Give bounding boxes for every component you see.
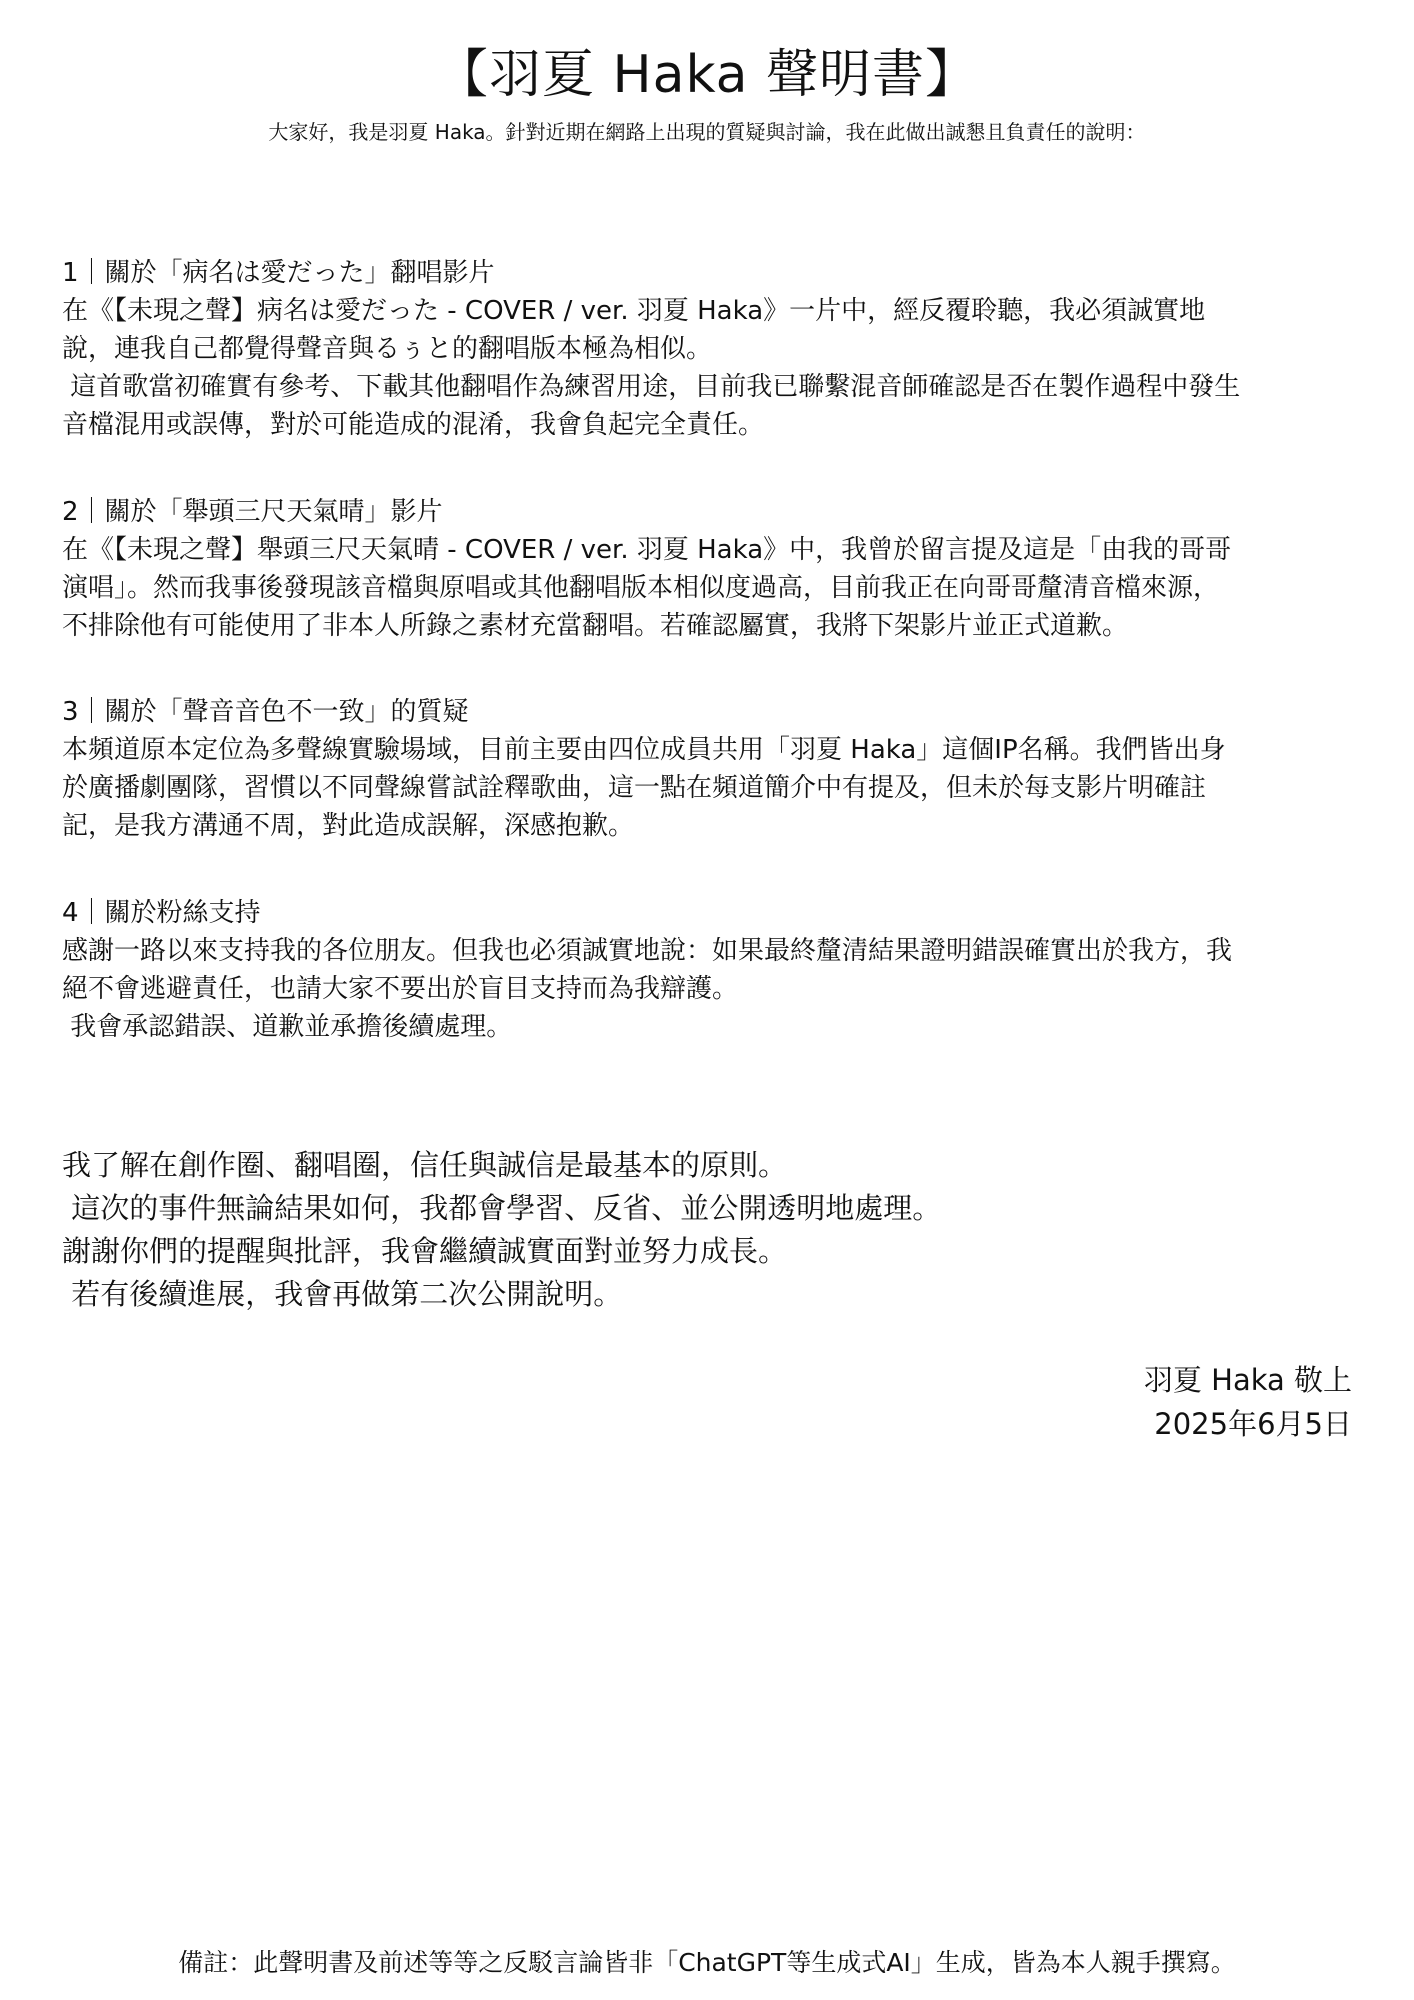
section-heading: 3｜關於「聲音音色不一致」的質疑 (62, 697, 469, 727)
section-line: 演唱」。然而我事後發現該音檔與原唱或其他翻唱版本相似度過高，目前我正在向哥哥釐清音檔來源， (62, 573, 1220, 603)
footnote: 備註：此聲明書及前述等等之反駁言論皆非「ChatGPT等生成式AI」生成，皆為本人親手撰寫。 (178, 1948, 1236, 1977)
section-2 (62, 493, 1362, 645)
section-line: 在《【未現之聲】舉頭三尺天氣晴 - COVER / ver. 羽夏 Haka》中，我曾於留言提及這是「由我的哥哥 (62, 535, 1232, 565)
section-line: 本頻道原本定位為多聲線實驗場域，目前主要由四位成員共用「羽夏 Haka」這個IP名稱。我們皆出身 (62, 735, 1226, 765)
section-3 (62, 693, 1362, 845)
section-line: 記，是我方溝通不周，對此造成誤解，深感抱歉。 (62, 811, 635, 841)
section-heading: 2｜關於「舉頭三尺天氣晴」影片 (62, 497, 443, 527)
section-1 (62, 254, 1362, 444)
intro-text: 大家好，我是羽夏 Haka。針對近期在網路上出現的質疑與討論，我在此做出誠懇且負責任的說明： (268, 120, 1146, 144)
signature-name: 羽夏 Haka 敬上 (1143, 1363, 1352, 1397)
signature-date: 2025年6月5日 (1154, 1407, 1352, 1441)
section-line: 絕不會逃避責任，也請大家不要出於盲目支持而為我辯護。 (62, 974, 739, 1004)
closing-paragraph (62, 1144, 1362, 1316)
section-line: 這首歌當初確實有參考、下載其他翻唱作為練習用途，目前我已聯繫混音師確認是否在製作過程中發生 (62, 372, 1241, 402)
closing-line: 我了解在創作圈、翻唱圈，信任與誠信是最基本的原則。 (62, 1148, 788, 1182)
section-line: 音檔混用或誤傳，對於可能造成的混淆，我會負起完全責任。 (62, 410, 765, 440)
signature-block (1144, 1358, 1352, 1446)
section-line: 我會承認錯誤、道歉並承擔後續處理。 (62, 1012, 513, 1042)
section-line: 於廣播劇團隊，習慣以不同聲線嘗試詮釋歌曲，這一點在頻道簡介中有提及，但未於每支影片明確註 (62, 773, 1207, 803)
section-line: 在《【未現之聲】病名は愛だった - COVER / ver. 羽夏 Haka》一片中，經反覆聆聽，我必須誠實地 (62, 296, 1206, 326)
section-heading: 1｜關於「病名は愛だった」翻唱影片 (62, 258, 495, 288)
document-title: 【羽夏 Haka 聲明書】 (435, 45, 979, 105)
section-line: 說，連我自己都覺得聲音與るぅと的翻唱版本極為相似。 (62, 334, 713, 364)
section-line: 感謝一路以來支持我的各位朋友。但我也必須誠實地說：如果最終釐清結果證明錯誤確實出於我方，我 (62, 936, 1233, 966)
closing-line: 謝謝你們的提醒與批評，我會繼續誠實面對並努力成長。 (62, 1234, 788, 1268)
closing-line: 這次的事件無論結果如何，我都會學習、反省、並公開透明地處理。 (62, 1191, 942, 1225)
closing-line: 若有後續進展，我會再做第二次公開說明。 (62, 1277, 623, 1311)
section-line: 不排除他有可能使用了非本人所錄之素材充當翻唱。若確認屬實，我將下架影片並正式道歉。 (62, 611, 1129, 641)
section-heading: 4｜關於粉絲支持 (62, 898, 261, 928)
section-4 (62, 894, 1362, 1046)
